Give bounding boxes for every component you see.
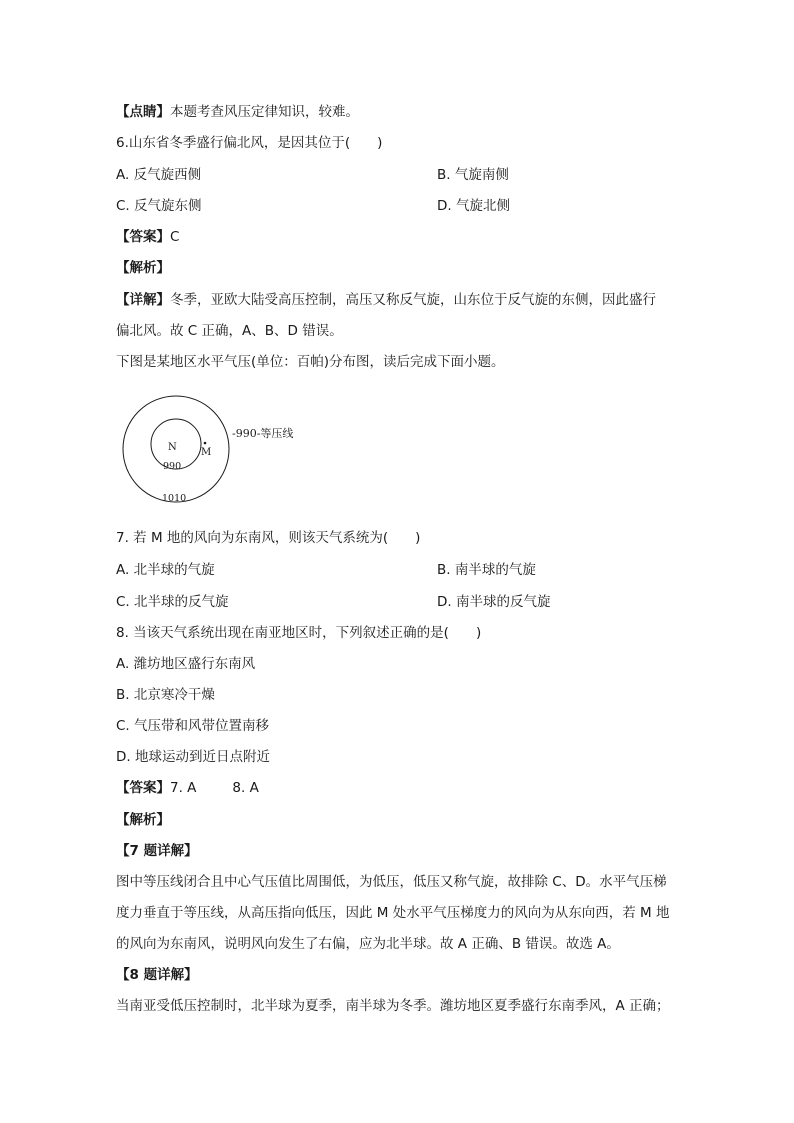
answers-line (116, 778, 259, 798)
q6-stem: 6.山东省冬季盛行偏北风，是因其位于( ) (116, 135, 383, 151)
q8-option-b: B. 北京寒冷干燥 (116, 687, 215, 703)
q7-option-b: B. 南半球的气旋 (437, 562, 536, 578)
q8-stem: 8. 当该天气系统出现在南亚地区时，下列叙述正确的是( ) (116, 625, 482, 641)
isobar-diagram (116, 393, 316, 513)
q7-option-a: A. 北半球的气旋 (116, 562, 215, 578)
q6-option-b: B. 气旋南侧 (437, 167, 509, 183)
q8-option-d: D. 地球运动到近日点附近 (116, 749, 270, 765)
q6-answer-label: 【答案】 (116, 229, 170, 245)
q7-detail-line-2: 度力垂直于等压线，从高压指向低压，因此 M 处水平气压梯度力的风向为从东向西，若 M 地 (116, 905, 670, 921)
answer-8: 8. A (232, 780, 259, 796)
q6-detail-line-1 (116, 290, 656, 310)
q8-option-c: C. 气压带和风带位置南移 (116, 718, 270, 734)
q6-option-c: C. 反气旋东侧 (116, 198, 202, 214)
q6-detail-line-2: 偏北风。故 C 正确，A、B、D 错误。 (116, 323, 343, 339)
q6-analysis-label: 【解析】 (116, 260, 170, 276)
q7-detail-label: 【7 题详解】 (116, 843, 198, 859)
q6-answer: C (170, 229, 180, 245)
tip-label: 【点睛】 (116, 104, 170, 120)
tip-line (116, 102, 359, 122)
q7-stem: 7. 若 M 地的风向为东南风，则该天气系统为( ) (116, 530, 421, 546)
q8-option-a: A. 潍坊地区盛行东南风 (116, 656, 256, 672)
answer-7: 7. A (170, 780, 197, 796)
figure-intro: 下图是某地区水平气压(单位：百帕)分布图，读后完成下面小题。 (116, 354, 505, 370)
center-label: N (168, 442, 177, 453)
point-m-label: M (201, 447, 212, 458)
q6-detail-text-1: 冬季，亚欧大陆受高压控制，高压又称反气旋，山东位于反气旋的东侧，因此盛行 (170, 292, 656, 308)
q6-answer-line (116, 227, 179, 247)
tip-text: 本题考查风压定律知识，较难。 (170, 104, 359, 120)
q7-detail-line-1: 图中等压线闭合且中心气压值比周围低，为低压，低压又称气旋，故排除 C、D。水平气压梯 (116, 874, 667, 890)
isobar-legend: -990-等压线 (232, 427, 294, 440)
q6-option-a: A. 反气旋西侧 (116, 167, 202, 183)
analysis-label: 【解析】 (116, 812, 170, 828)
q7-option-d: D. 南半球的反气旋 (437, 594, 551, 610)
outer-isobar-value: 1010 (162, 493, 187, 504)
q6-detail-label: 【详解】 (116, 292, 170, 308)
q6-option-d: D. 气旋北侧 (437, 198, 510, 214)
q8-detail-line-1: 当南亚受低压控制时，北半球为夏季，南半球为冬季。潍坊地区夏季盛行东南季风，A 正确； (116, 998, 670, 1014)
answers-label: 【答案】 (116, 780, 170, 796)
inner-isobar-value: 990 (163, 461, 182, 472)
point-m-dot (204, 442, 207, 445)
q7-option-c: C. 北半球的反气旋 (116, 594, 229, 610)
q7-detail-line-3: 的风向为东南风，说明风向发生了右偏，应为北半球。故 A 正确、B 错误。故选 A。 (116, 936, 620, 952)
q8-detail-label: 【8 题详解】 (116, 967, 198, 983)
